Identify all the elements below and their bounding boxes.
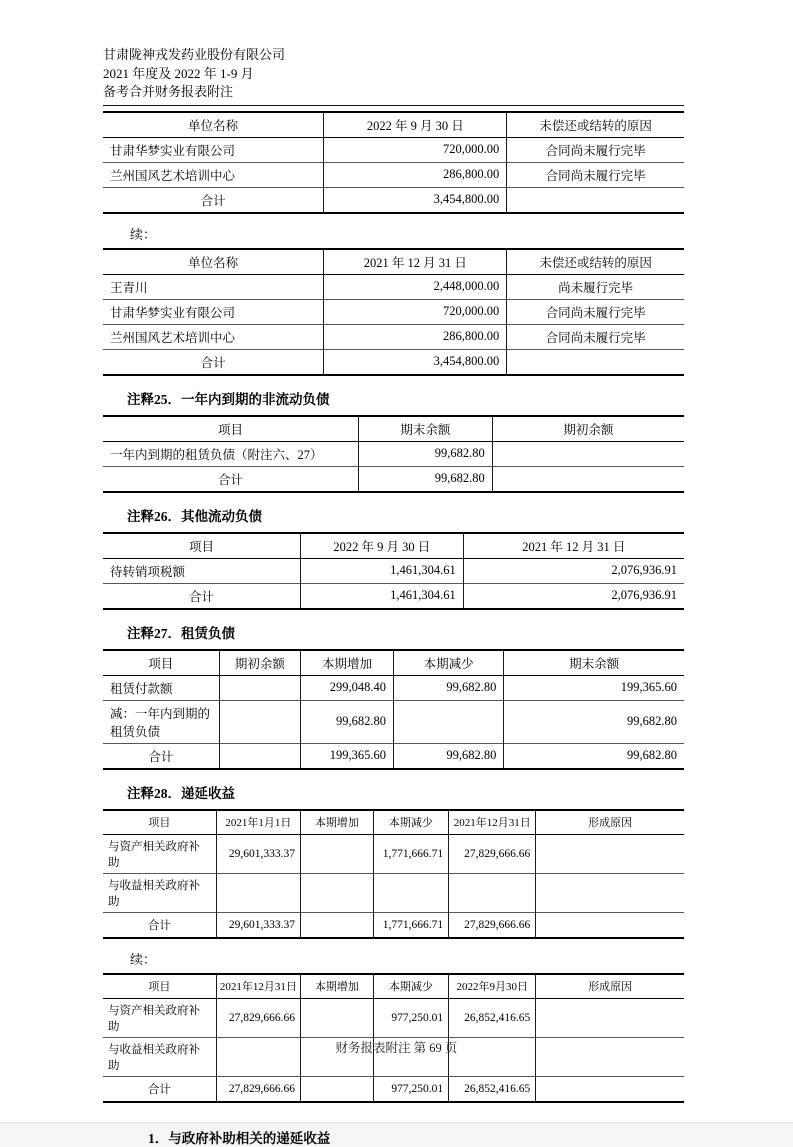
column-header: 单位名称 xyxy=(103,249,324,275)
company-name: 甘肃陇神戎发药业股份有限公司 xyxy=(103,47,286,62)
table-cell: 与资产相关政府补助 xyxy=(108,1005,200,1033)
table-cell: 尚未履行完毕 xyxy=(507,274,684,299)
table-cell: 合同尚未履行完毕 xyxy=(507,137,684,162)
table-cell: 99,682.80 xyxy=(301,700,394,743)
table-cell xyxy=(536,913,684,938)
table-cell: 29,601,333.37 xyxy=(216,913,300,938)
column-header: 2022年9月30日 xyxy=(449,974,536,999)
column-header: 形成原因 xyxy=(536,810,684,835)
column-header: 2021 年 12 月 31 日 xyxy=(463,533,684,559)
table-cell: 29,601,333.37 xyxy=(216,835,300,874)
column-header: 期初余额 xyxy=(492,416,684,442)
table-row xyxy=(103,835,684,874)
table-cell xyxy=(216,874,300,913)
table-cell: 286,800.00 xyxy=(324,162,507,187)
column-header: 期末余额 xyxy=(359,416,493,442)
column-header: 未偿还或结转的原因 xyxy=(507,112,684,138)
table-cell: 2,448,000.00 xyxy=(324,274,507,299)
table-cell xyxy=(536,999,684,1038)
table-cell: 合计 xyxy=(103,913,216,938)
table-deferred-income-2021 xyxy=(103,809,684,939)
column-header: 项目 xyxy=(103,533,301,559)
table-cell: 27,829,666.66 xyxy=(449,913,536,938)
table-cell: 720,000.00 xyxy=(324,299,507,324)
table-row xyxy=(103,874,684,913)
document-header xyxy=(103,46,684,102)
table-cell: 1,461,304.61 xyxy=(301,583,464,609)
column-header: 项目 xyxy=(103,974,216,999)
column-header: 项目 xyxy=(103,416,359,442)
column-header: 2021年12月31日 xyxy=(449,810,536,835)
table-unsettled-balances-2021 xyxy=(103,248,684,376)
continued-label: 续： xyxy=(130,951,157,967)
column-header: 本期增加 xyxy=(301,974,374,999)
table-noncurrent-liabilities-due-within-1y xyxy=(103,415,684,493)
table-cell: 199,365.60 xyxy=(504,675,684,700)
table-cell xyxy=(219,743,300,769)
section-title-note25: 注释25．一年内到期的非流动负债 xyxy=(127,391,330,407)
table-row xyxy=(103,274,684,299)
table-cell: 一年内到期的租赁负债（附注六、27） xyxy=(110,447,323,462)
table-cell xyxy=(301,913,374,938)
table-cell: 待转销项税额 xyxy=(110,564,186,579)
document-title: 备考合并财务报表附注 xyxy=(103,84,234,99)
column-header: 本期增加 xyxy=(301,810,374,835)
table-unsettled-balances-2022 xyxy=(103,111,684,214)
table-cell: 合同尚未履行完毕 xyxy=(507,299,684,324)
table-cell xyxy=(301,1077,374,1102)
table-row xyxy=(103,349,684,375)
table-header-row xyxy=(103,650,684,676)
continued-label: 续： xyxy=(130,226,157,242)
table-row xyxy=(103,675,684,700)
table-cell: 3,454,800.00 xyxy=(324,187,507,213)
table-row xyxy=(103,466,684,492)
table-row xyxy=(103,162,684,187)
column-header: 项目 xyxy=(103,650,219,676)
column-header: 形成原因 xyxy=(536,974,684,999)
table-cell: 99,682.80 xyxy=(393,743,503,769)
table-header-row xyxy=(103,416,684,442)
section-title-note27: 注释27．租赁负债 xyxy=(127,625,235,641)
table-cell xyxy=(301,999,374,1038)
column-header: 2021年12月31日 xyxy=(216,974,300,999)
column-header: 未偿还或结转的原因 xyxy=(507,249,684,275)
column-header: 本期减少 xyxy=(393,650,503,676)
column-header: 2021年1月1日 xyxy=(216,810,300,835)
table-cell: 合计 xyxy=(103,187,324,213)
table-cell: 99,682.80 xyxy=(359,466,493,492)
table-cell: 286,800.00 xyxy=(324,324,507,349)
column-header: 本期减少 xyxy=(373,974,449,999)
table-lease-liabilities xyxy=(103,649,684,770)
column-header: 本期增加 xyxy=(301,650,394,676)
table-cell: 299,048.40 xyxy=(301,675,394,700)
table-header-row xyxy=(103,810,684,835)
table-cell: 2,076,936.91 xyxy=(463,558,684,583)
table-cell: 合计 xyxy=(103,1077,216,1102)
table-row xyxy=(103,1077,684,1102)
table-cell: 兰州国风艺术培训中心 xyxy=(103,324,324,349)
table-cell: 合计 xyxy=(103,349,324,375)
table-row xyxy=(103,137,684,162)
column-header: 单位名称 xyxy=(103,112,324,138)
table-cell: 与收益相关政府补助 xyxy=(103,874,216,913)
table-cell xyxy=(507,349,684,375)
column-header: 2022 年 9 月 30 日 xyxy=(301,533,464,559)
table-cell xyxy=(536,1077,684,1102)
report-period: 2021 年度及 2022 年 1-9 月 xyxy=(103,65,254,81)
section-title-note28: 注释28．递延收益 xyxy=(127,785,235,801)
column-header: 2021 年 12 月 31 日 xyxy=(324,249,507,275)
table-row xyxy=(103,999,684,1038)
section-title-note26: 注释26．其他流动负债 xyxy=(127,508,262,524)
table-cell xyxy=(507,187,684,213)
table-cell: 王青川 xyxy=(110,280,148,295)
table-cell: 租赁付款额 xyxy=(110,681,173,696)
table-cell: 合同尚未履行完毕 xyxy=(507,324,684,349)
table-row xyxy=(103,913,684,938)
table-cell: 27,829,666.66 xyxy=(449,835,536,874)
table-cell: 减：一年内到期的租赁负债 xyxy=(103,700,219,743)
table-cell xyxy=(492,466,684,492)
table-row xyxy=(103,700,684,743)
column-header: 本期减少 xyxy=(373,810,449,835)
table-row xyxy=(103,441,684,466)
table-row xyxy=(103,583,684,609)
table-cell: 977,250.01 xyxy=(373,1077,449,1102)
column-header: 项目 xyxy=(103,810,216,835)
table-cell: 甘肃华梦实业有限公司 xyxy=(103,299,324,324)
header-rule xyxy=(103,105,684,106)
table-row xyxy=(103,743,684,769)
table-cell: 合同尚未履行完毕 xyxy=(507,162,684,187)
table-cell: 合计 xyxy=(103,743,219,769)
table-cell: 99,682.80 xyxy=(393,675,503,700)
sub-section-title-gov-grant-deferred-income: 1．与政府补助相关的递延收益 xyxy=(148,1130,331,1146)
table-cell: 27,829,666.66 xyxy=(216,999,300,1038)
table-header-row xyxy=(103,533,684,559)
table-cell: 3,454,800.00 xyxy=(324,349,507,375)
table-header-row xyxy=(103,974,684,999)
table-cell: 199,365.60 xyxy=(301,743,394,769)
column-header: 期末余额 xyxy=(504,650,684,676)
document-content xyxy=(103,46,684,1147)
table-cell xyxy=(393,700,503,743)
table-cell: 1,771,666.71 xyxy=(373,913,449,938)
table-other-current-liabilities xyxy=(103,532,684,610)
table-header-row xyxy=(103,112,684,138)
table-cell: 26,852,416.65 xyxy=(449,999,536,1038)
table-cell: 与资产相关政府补助 xyxy=(108,841,200,869)
table-cell: 2,076,936.91 xyxy=(463,583,684,609)
table-cell xyxy=(373,874,449,913)
table-cell: 720,000.00 xyxy=(324,137,507,162)
table-cell: 27,829,666.66 xyxy=(216,1077,300,1102)
table-header-row xyxy=(103,249,684,275)
column-header: 2022 年 9 月 30 日 xyxy=(324,112,507,138)
table-cell: 977,250.01 xyxy=(373,999,449,1038)
table-cell: 26,852,416.65 xyxy=(449,1077,536,1102)
table-row xyxy=(103,187,684,213)
table-cell: 合计 xyxy=(103,466,359,492)
table-cell: 99,682.80 xyxy=(504,743,684,769)
table-cell: 1,771,666.71 xyxy=(373,835,449,874)
table-cell xyxy=(219,700,300,743)
table-cell: 1,461,304.61 xyxy=(301,558,464,583)
table-cell xyxy=(219,675,300,700)
table-cell xyxy=(536,874,684,913)
table-cell: 99,682.80 xyxy=(504,700,684,743)
page-footer: 财务报表附注 第 69 页 xyxy=(335,1041,458,1055)
table-cell xyxy=(536,835,684,874)
table-row xyxy=(103,299,684,324)
table-cell: 兰州国风艺术培训中心 xyxy=(103,162,324,187)
table-cell xyxy=(492,441,684,466)
table-cell: 合计 xyxy=(103,583,301,609)
table-cell xyxy=(449,874,536,913)
column-header: 期初余额 xyxy=(219,650,300,676)
table-cell xyxy=(301,835,374,874)
table-cell: 与收益相关政府补助 xyxy=(103,1038,216,1077)
table-row xyxy=(103,558,684,583)
table-cell: 甘肃华梦实业有限公司 xyxy=(110,143,236,158)
table-cell: 99,682.80 xyxy=(359,441,493,466)
table-cell xyxy=(301,874,374,913)
table-row xyxy=(103,324,684,349)
